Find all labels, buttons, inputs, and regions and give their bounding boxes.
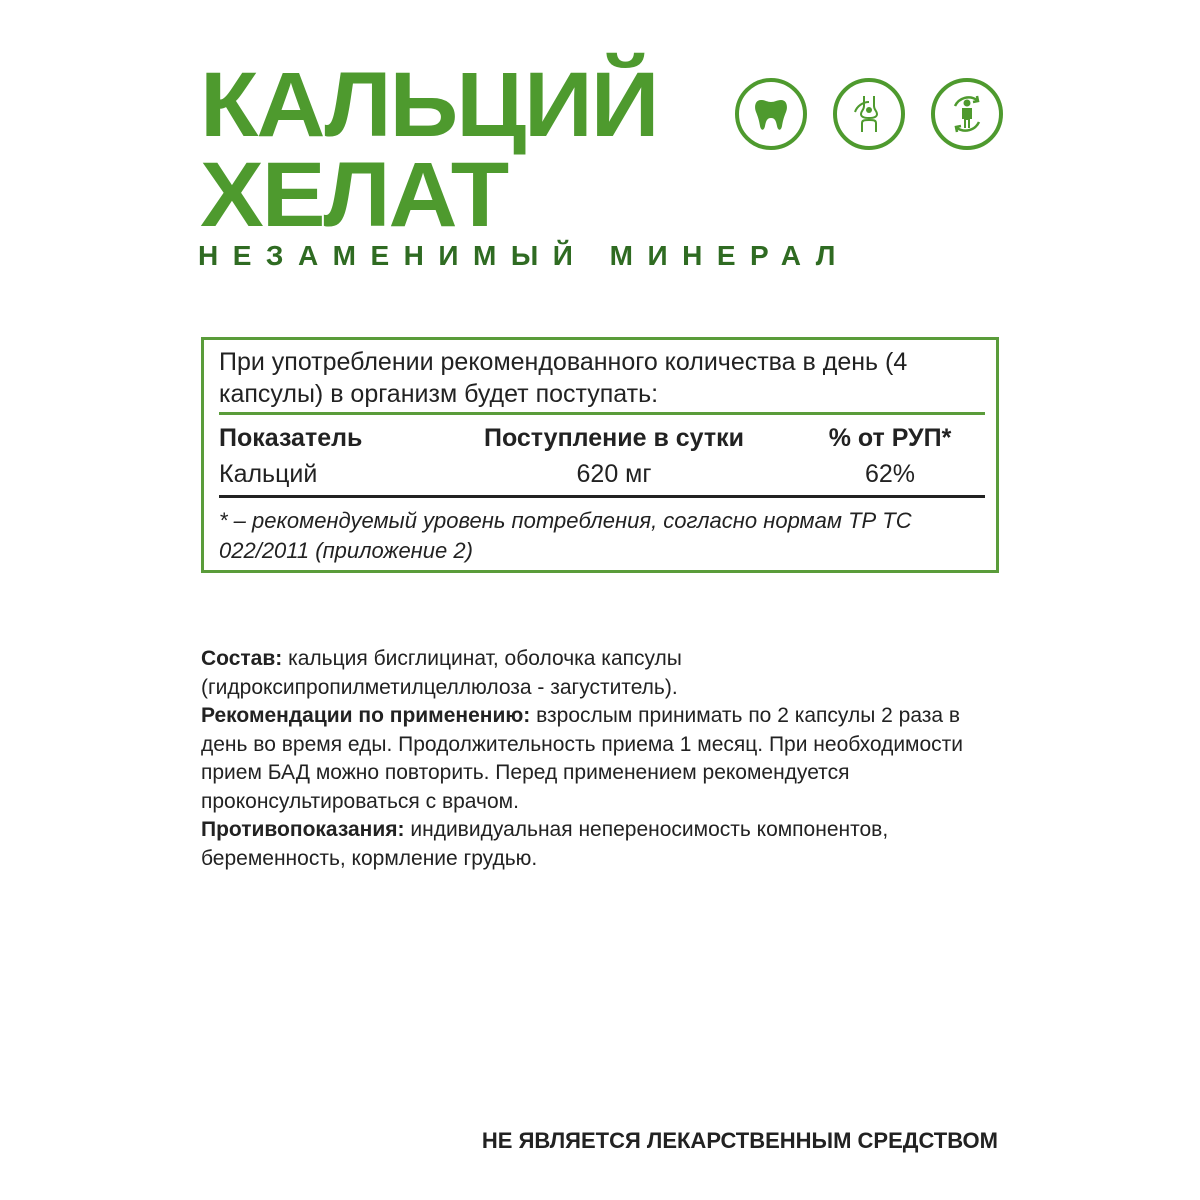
cell-rup-percent: 62% (864, 460, 916, 488)
ingredients-text: кальция бисглицинат, оболочка капсулы (гидроксипропилметилцеллюлоза - загуститель). (201, 647, 682, 699)
column-header-rup-percent: % от РУП* (828, 424, 952, 452)
composition-block (201, 645, 1001, 873)
table-footnote: * – рекомендуемый уровень потребления, согласно нормам ТР ТС 022/2011 (приложение 2) (219, 508, 912, 563)
disclaimer: НЕ ЯВЛЯЕТСЯ ЛЕКАРСТВЕННЫМ СРЕДСТВОМ (481, 1128, 998, 1153)
column-header-daily-intake: Поступление в сутки (483, 424, 744, 452)
benefit-icons (735, 78, 1003, 150)
body-recovery-icon (931, 78, 1003, 150)
table-bottom-rule (219, 495, 985, 498)
contraindications-label: Противопоказания: (201, 818, 405, 841)
contraindications-text: индивидуальная непереносимость компонентов, беременность, кормление грудью. (201, 818, 889, 870)
column-header-indicator: Показатель (219, 424, 363, 452)
usage-label: Рекомендации по применению: (201, 704, 531, 727)
usage-text: взрослым принимать по 2 капсулы 2 раза в день во время еды. Продолжительность приема 1 месяц. При необходимости прием БАД можно повторить. Перед применением рекомендуется проконсультироваться с врачом. (201, 704, 964, 813)
product-title-line2: ХЕЛАТ (200, 144, 508, 246)
nutrition-intro: При употреблении рекомендованного количества в день (4 капсулы) в организм будет поступать: (219, 348, 908, 408)
product-subtitle: НЕЗАМЕНИМЫЙ МИНЕРАЛ (198, 240, 850, 271)
ingredients-label: Состав: (201, 647, 283, 670)
table-divider (219, 412, 985, 415)
joint-icon (833, 78, 905, 150)
cell-indicator: Кальций (219, 460, 318, 488)
product-title (200, 54, 658, 246)
contraindications-paragraph (201, 816, 1001, 873)
cell-daily-intake: 620 мг (576, 460, 652, 488)
nutrition-table (201, 337, 999, 573)
usage-paragraph (201, 702, 1001, 816)
tooth-icon (735, 78, 807, 150)
ingredients-paragraph (201, 645, 1001, 702)
product-title-line1: КАЛЬЦИЙ (200, 54, 658, 156)
